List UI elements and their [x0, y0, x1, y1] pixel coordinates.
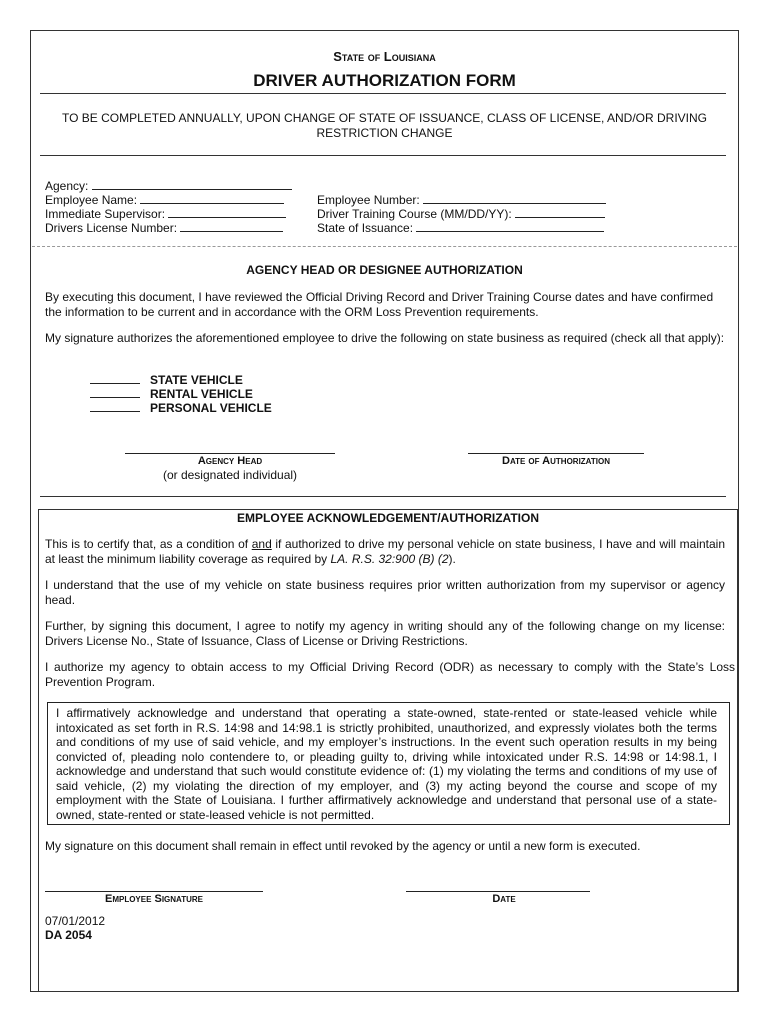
agency-line	[92, 177, 292, 190]
employee-paragraph-3: Further, by signing this document, I agree to notify my agency in writing should any of the following change on my license: Drivers License No., State of Issuance, Class of License or Driving Restrictions.	[45, 619, 725, 648]
dwi-acknowledgement-text: I affirmatively acknowledge and understand that operating a state-owned, state-rented or state-leased vehicle while intoxicated as set forth in R.S. 14:98 and 14:98.1 is strictly prohibited, unauthorized, and expressly violates both the terms and conditions of my use of said vehicle, and my employer’s instructions. In the event such operation results in my being convicted of, pleading nolo contendere to, or pleading guilty to, driving while intoxicated under R.S. 14:98 or 14:98.1, I acknowledge and understand that such would constitute evidence of: (1) my violating the terms and conditions of my use of said vehicle, (2) my violating the direction of my employer, and (3) my acting beyond the course and scope of my employment with the State of Louisiana. I further affirmatively acknowledge and understand that personal use of a state-owned, state-rented or state-leased vehicle is not permitted.	[56, 706, 717, 822]
title-rule	[40, 93, 726, 94]
employee-paragraph-1-and: and	[251, 537, 272, 551]
drivers-license-label: Drivers License Number:	[45, 221, 178, 235]
employee-paragraph-1-law: LA. R.S. 32:900 (B) (2	[330, 551, 449, 566]
employee-paragraph-1-a: This is to certify that, as a condition of	[45, 537, 252, 551]
employee-paragraph-5: My signature on this document shall remain in effect until revoked by the agency or until a new form is executed.	[45, 839, 641, 853]
agency-paragraph-2: My signature authorizes the aforementioned employee to drive the following on state business as required (check all that apply):	[45, 331, 725, 345]
employee-paragraph-1-b: if authorized to drive my personal vehicle on state business, I have and will maintain at least the minimum liability coverage as required by	[45, 537, 726, 566]
employee-number-line	[423, 191, 606, 204]
state-of-issuance-label: State of Issuance:	[317, 221, 414, 235]
agency-bottom-rule	[40, 496, 726, 497]
form-revision-date: 07/01/2012	[45, 914, 106, 928]
subtitle-rule	[40, 155, 726, 156]
dwi-acknowledgement-box	[47, 702, 730, 825]
driver-training-line	[515, 205, 605, 218]
drivers-license-line	[180, 219, 283, 232]
state-vehicle-label: STATE VEHICLE	[150, 373, 243, 387]
agency-head-sublabel: (or designated individual)	[162, 468, 298, 482]
state-vehicle-checkline[interactable]	[90, 371, 140, 384]
employee-heading: EMPLOYEE ACKNOWLEDGEMENT/AUTHORIZATION	[237, 511, 539, 525]
section-divider	[32, 246, 737, 247]
subtitle-line-2: RESTRICTION CHANGE	[316, 126, 453, 140]
employee-signature-label: Employee Signature	[104, 893, 204, 905]
personal-vehicle-label: PERSONAL VEHICLE	[150, 401, 272, 415]
employee-date-line[interactable]	[406, 891, 590, 892]
authorization-date-label: Date of Authorization	[502, 455, 610, 467]
driver-training-label: Driver Training Course (MM/DD/YY):	[317, 207, 512, 221]
agency-head-label: Agency Head	[197, 455, 263, 467]
drivers-license-field[interactable]	[45, 219, 283, 235]
rental-vehicle-label: RENTAL VEHICLE	[150, 387, 253, 401]
agency-paragraph-1: By executing this document, I have reviewed the Official Driving Record and Driver Training Course dates and have confirmed the information to be current and in accordance with the ORM Loss Prevention requirements.	[45, 290, 714, 319]
employee-name-label: Employee Name:	[45, 193, 138, 207]
employee-date-label: Date	[492, 893, 516, 905]
employee-name-line	[140, 191, 284, 204]
immediate-supervisor-line	[168, 205, 286, 218]
employee-signature-line[interactable]	[45, 891, 263, 892]
employee-paragraph-2: I understand that the use of my vehicle on state business requires prior written authorization from my supervisor or agency head.	[45, 578, 725, 607]
agency-label: Agency:	[45, 179, 89, 193]
personal-vehicle-checkline[interactable]	[90, 399, 140, 412]
employee-number-label: Employee Number:	[317, 193, 420, 207]
state-of-issuance-line	[416, 219, 604, 232]
agency-heading: AGENCY HEAD OR DESIGNEE AUTHORIZATION	[246, 263, 523, 277]
form-title: DRIVER AUTHORIZATION FORM	[253, 71, 516, 90]
subtitle-line-1: TO BE COMPLETED ANNUALLY, UPON CHANGE OF STATE OF ISSUANCE, CLASS OF LICENSE, AND/OR DRIVING	[61, 111, 708, 125]
form-number: DA 2054	[45, 928, 92, 942]
state-of-issuance-field[interactable]	[317, 219, 604, 235]
employee-paragraph-1-end: ).	[448, 551, 456, 566]
rental-vehicle-checkline[interactable]	[90, 385, 140, 398]
agency-head-signature-line[interactable]	[125, 453, 335, 454]
authorization-date-line[interactable]	[468, 453, 644, 454]
employee-paragraph-1	[45, 537, 725, 566]
state-name: State of Louisiana	[333, 49, 436, 64]
option-personal-vehicle[interactable]	[90, 399, 272, 415]
immediate-supervisor-label: Immediate Supervisor:	[45, 207, 166, 221]
employee-paragraph-4: I authorize my agency to obtain access to my Official Driving Record (ODR) as necessary to comply with the State’s Loss Prevention Program.	[45, 660, 735, 689]
